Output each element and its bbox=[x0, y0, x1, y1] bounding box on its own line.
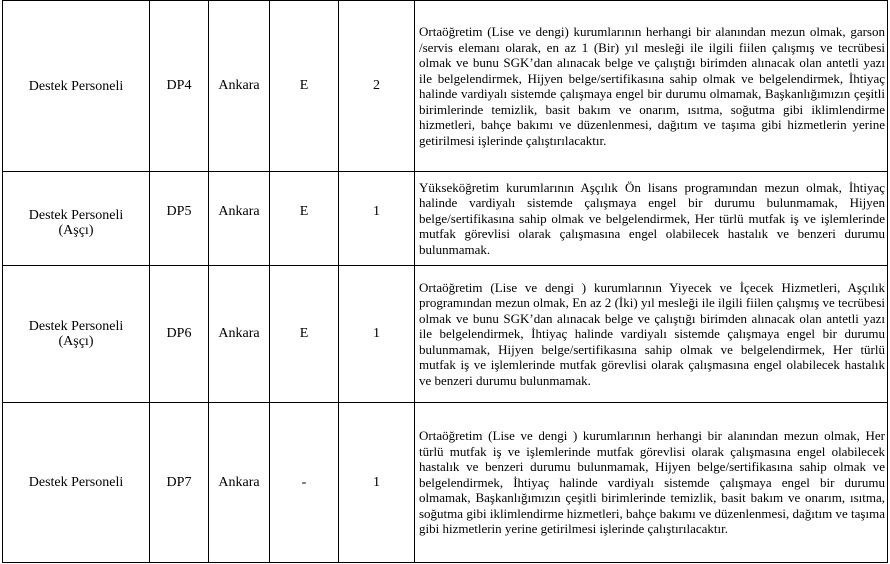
count-cell: 1 bbox=[339, 266, 415, 403]
gender-cell bbox=[270, 172, 339, 266]
requirements-cell: Ortaöğretim (Lise ve dengi) kurumlarının herhangi bir alanından mezun olmak, garson /servis elemanı olarak, en az 1 (Bir) yıl mesleği ile ilgili fiilen çalışmış ve tecrübesi olmak ve bunu SGK’dan alınacak belge ve çalıştığı birimden alınacak olan antetli yazı ile belgelendirmek, Hijyen belge/sertifikasına sahip olmak ve belgelendirmek, İhtiyaç halinde vardiyalı sistemde çalışmaya engel bir durumu olmamak, Başkanlığımızın çeşitli birimlerinde temizlik, basit bakım ve onarım, ısıtma, soğutma gibi iklimlendirme hizmetleri, bahçe bakımı ve düzenlenmesi, dağıtım ve taşıma gibi hizmetlerin yerine getirilmesi işlerinde çalıştırılacaktır. bbox=[415, 1, 888, 172]
code-text: DP5 bbox=[166, 204, 192, 219]
table-row bbox=[3, 172, 888, 266]
city-cell: Ankara bbox=[209, 1, 270, 172]
gender-cell: - bbox=[270, 403, 339, 563]
position-subtitle: (Aşçı) bbox=[58, 223, 94, 238]
requirements-cell: Yükseköğretim kurumlarının Aşçılık Ön lisans programından mezun olmak, İhtiyaç halinde vardiyalı sistemde çalışmaya engel bir durumu bulunmamak, Hijyen belge/sertifikasına sahip olmak ve belgelendirmek, Her türlü mutfak iş ve işlemlerinde mutfak görevlisi olarak çalışmasına engel olabilecek hastalık ve benzeri durumu bulunmamak. bbox=[415, 172, 888, 266]
gender-cell: E bbox=[270, 266, 339, 403]
requirements-cell: Ortaöğretim (Lise ve dengi ) kurumlarının herhangi bir alanından mezun olmak, Her türlü mutfak iş ve işlemlerinde mutfak görevlisi olarak çalışmasına engel olabilecek hastalık ve benzeri durumu bulunmamak, Hijyen belge/sertifikasına sahip olmak ve belgelendirmek, İhtiyaç halinde vardiyalı sistemde çalışmaya engel bir durumu olmamak, Başkanlığımızın çeşitli birimlerinde temizlik, basit bakım ve onarım, ısıtma, soğutma gibi iklimlendirme hizmetleri, bahçe bakımı ve düzenlenmesi, dağıtım ve taşıma gibi hizmetlerin yerine getirilmesi işlerinde çalıştırılacaktır. bbox=[415, 403, 888, 563]
position-subtitle: (Aşçı) bbox=[58, 334, 94, 349]
requirements-cell: Ortaöğretim (Lise ve dengi ) kurumlarının Yiyecek ve İçecek Hizmetleri, Aşçılık programından mezun olmak, En az 2 (İki) yıl mesleği ile ilgili fiilen çalışmış ve tecrübesi olmak ve bunu SGK’dan alınacak belge ve çalıştığı birimden alınacak olan antetli yazı ile belgelendirmek, İhtiyaç halinde vardiyalı sistemde çalışmaya engel bir durumu bulunmamak, Hijyen belge/sertifikasına sahip olmak ve belgelendirmek, Her türlü mutfak iş ve işlemlerinde mutfak görevlisi olarak çalışmasına engel olabilecek hastalık ve benzeri durumu bulunmamak. bbox=[415, 266, 888, 403]
count-cell: 1 bbox=[339, 403, 415, 563]
city-cell: Ankara bbox=[209, 266, 270, 403]
code-cell: DP4 bbox=[150, 1, 209, 172]
city-cell bbox=[209, 172, 270, 266]
position-title: Destek Personeli bbox=[28, 78, 124, 94]
position-cell bbox=[3, 403, 150, 563]
position-title: Destek Personeli bbox=[28, 208, 124, 223]
gender-cell: E bbox=[270, 1, 339, 172]
table-row bbox=[3, 403, 888, 563]
positions-table bbox=[2, 0, 888, 563]
table-row bbox=[3, 1, 888, 172]
count-cell: 2 bbox=[339, 1, 415, 172]
code-cell: DP6 bbox=[150, 266, 209, 403]
code-cell: DP7 bbox=[150, 403, 209, 563]
table-row bbox=[3, 266, 888, 403]
city-text: Ankara bbox=[218, 204, 260, 219]
count-cell bbox=[339, 172, 415, 266]
position-title: Destek Personeli bbox=[28, 475, 124, 490]
gender-text: E bbox=[299, 204, 309, 219]
code-cell bbox=[150, 172, 209, 266]
position-cell bbox=[3, 172, 150, 266]
city-cell: Ankara bbox=[209, 403, 270, 563]
count-text: 1 bbox=[373, 204, 380, 219]
position-cell bbox=[3, 1, 150, 172]
position-title: Destek Personeli bbox=[28, 319, 124, 334]
position-cell bbox=[3, 266, 150, 403]
